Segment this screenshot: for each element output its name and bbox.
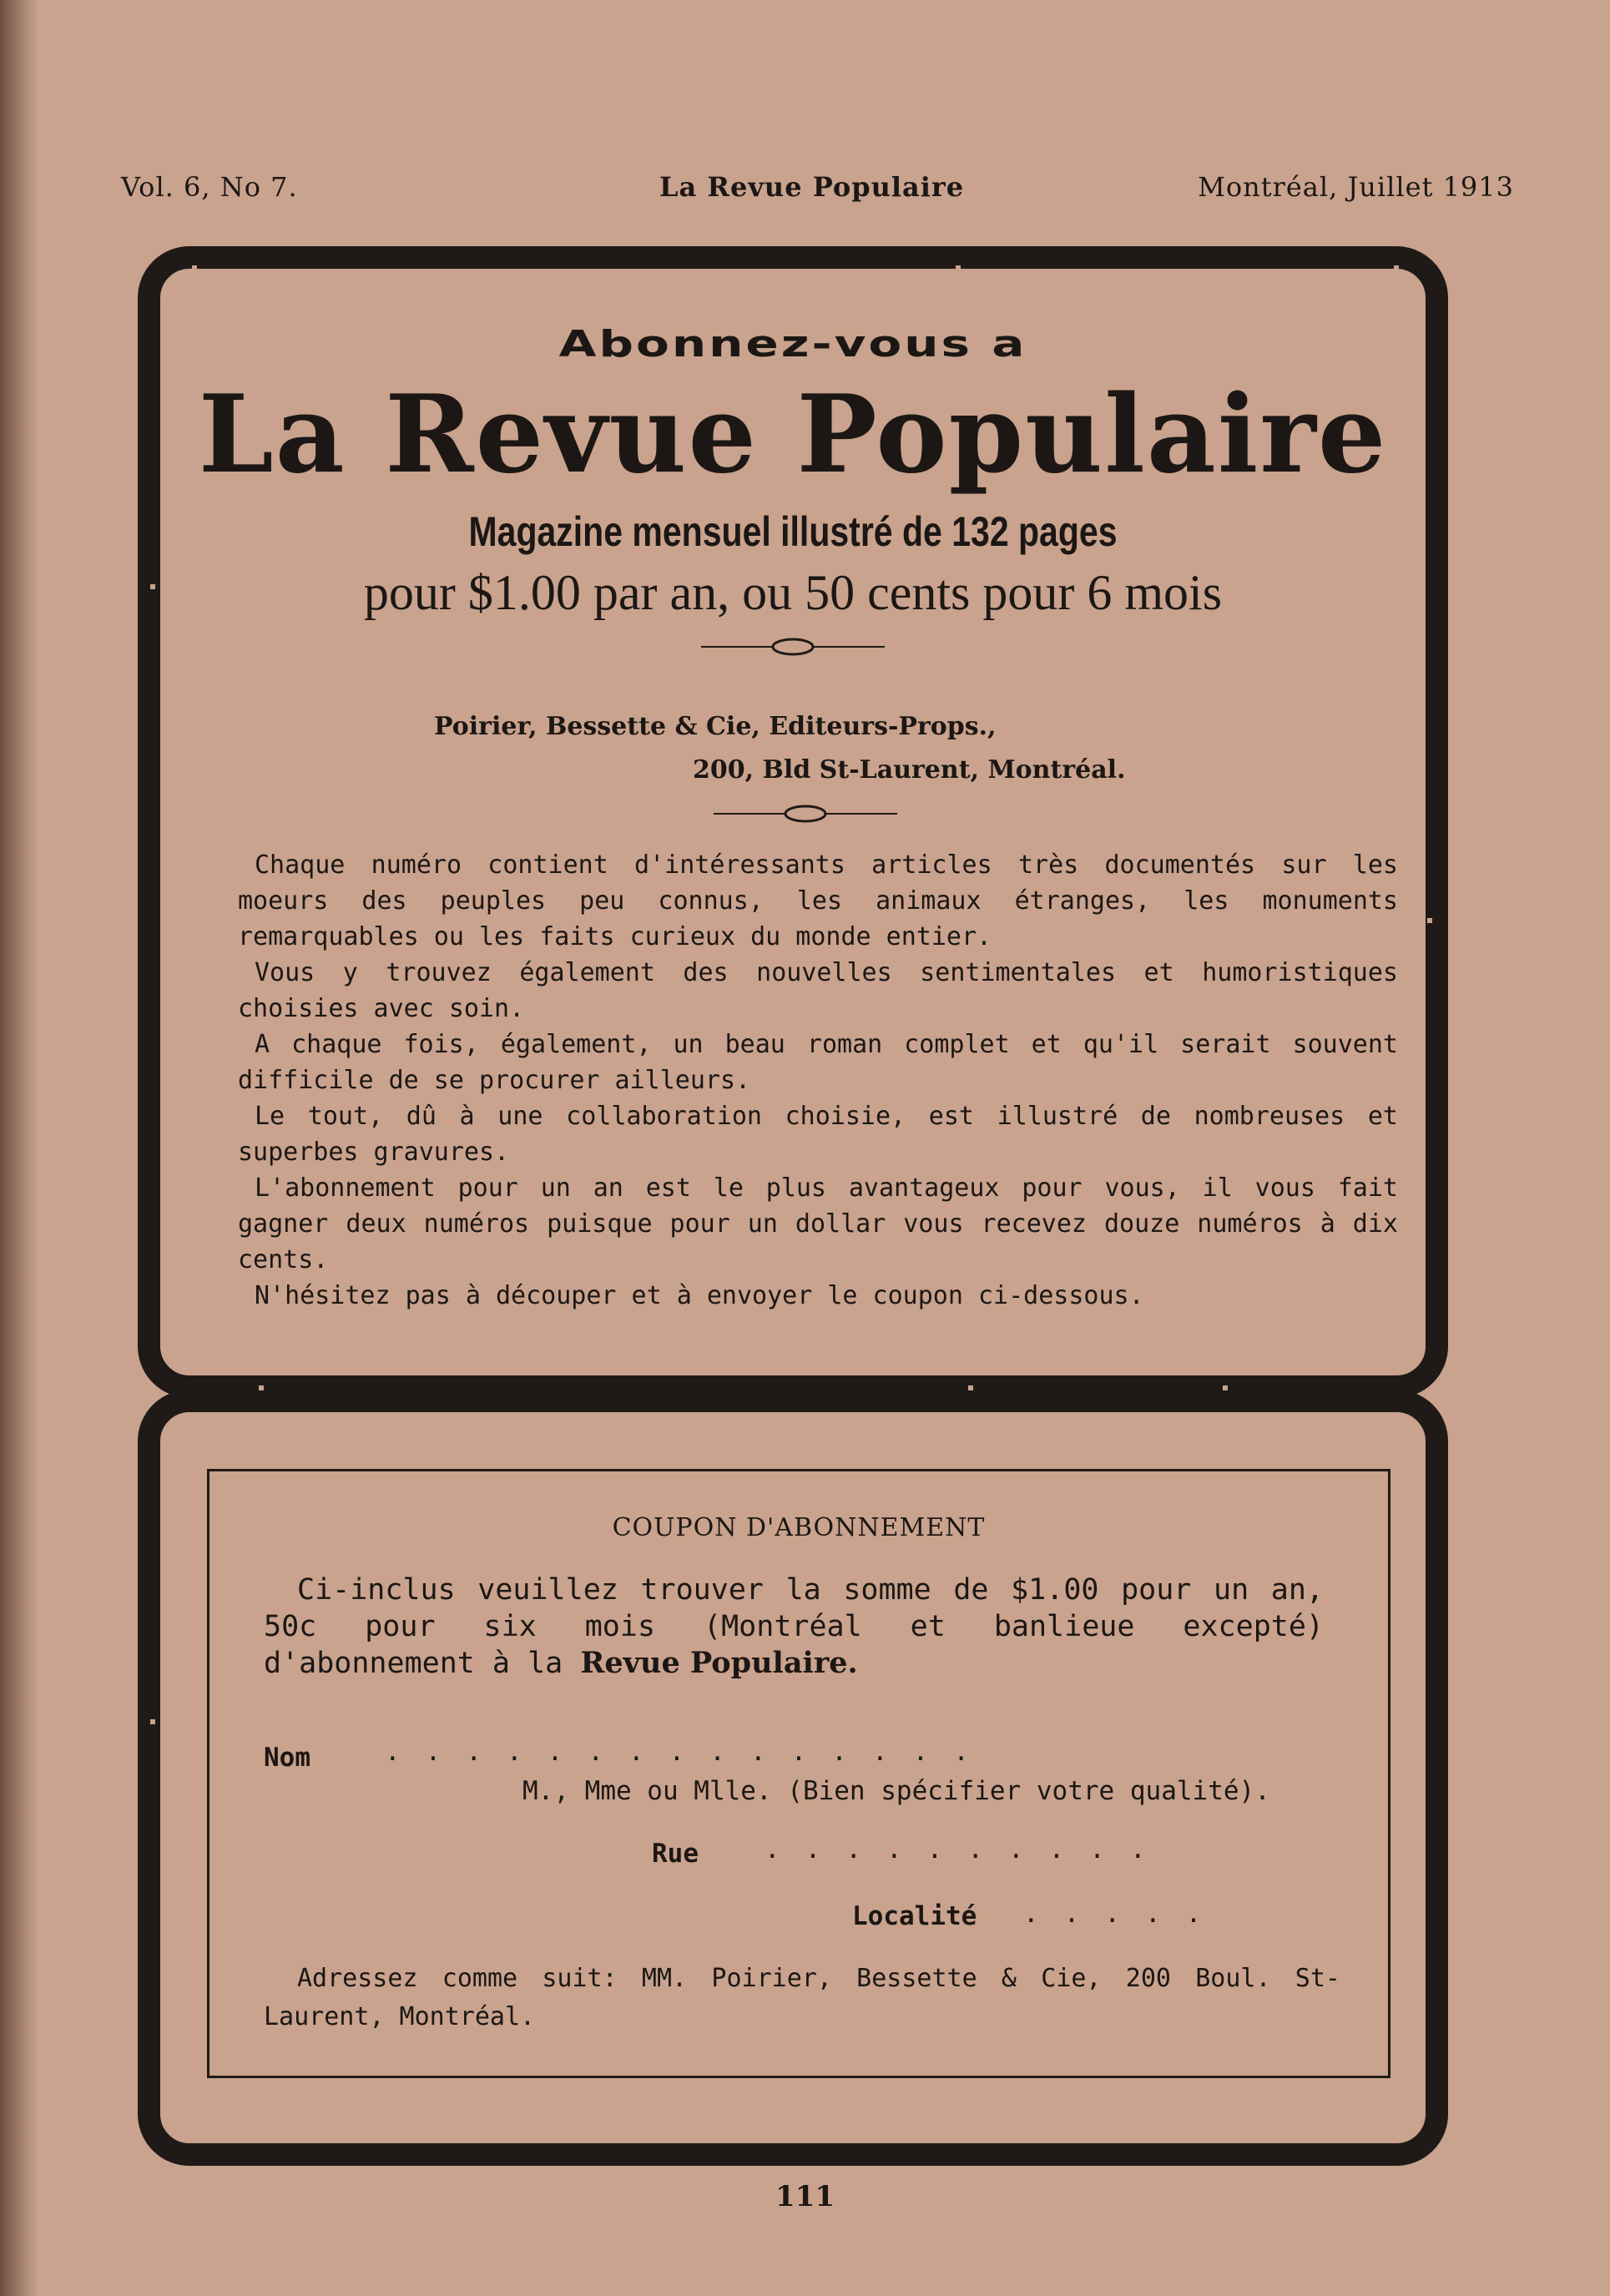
ad-body-text <box>238 847 1398 1314</box>
ad-paragraph: A chaque fois, également, un beau roman complet et qu'il serait souvent difficile de se procurer ailleurs. <box>238 1030 1398 1095</box>
coupon-text <box>264 1572 1324 1682</box>
publisher-address: 200, Bld St-Laurent, Montréal. <box>693 755 1126 785</box>
ornament-divider-icon <box>714 797 897 830</box>
localite-field[interactable]: ..... <box>1023 1899 1227 1929</box>
header-date: Montréal, Juillet 1913 <box>1198 171 1514 203</box>
page-number: 111 <box>775 2180 835 2213</box>
localite-label: Localité <box>852 1901 977 1931</box>
ad-magazine-line: Magazine mensuel illustré de 132 pages <box>468 508 1118 555</box>
coupon-address: Adressez comme suit: MM. Poirier, Bessette & Cie, 200 Boul. St-Laurent, Montréal. <box>264 1964 1340 2031</box>
nom-hint: M., Mme ou Mlle. (Bien spécifier votre qualité). <box>522 1776 1270 1806</box>
border-gap <box>150 1719 155 1724</box>
ad-title: La Revue Populaire <box>198 372 1388 497</box>
running-header <box>121 171 1514 221</box>
ad-paragraph: Vous y trouvez également des nouvelles sentimentales et humoristiques choisies avec soin. <box>238 958 1398 1023</box>
book-spine-shadow <box>0 0 38 2296</box>
nom-field[interactable]: ............... <box>385 1737 994 1767</box>
coupon-bold-title: Revue Populaire. <box>580 1646 858 1680</box>
subscription-ad <box>184 300 1402 664</box>
border-gap <box>1394 265 1399 270</box>
ornament-divider-icon <box>701 630 885 664</box>
ad-paragraph: Le tout, dû à une collaboration choisie, est illustré de nombreuses et superbes gravures. <box>238 1102 1398 1167</box>
coupon-body: Ci-inclus veuillez trouver la somme de $1.00 pour un an, 50c pour six mois (Montréal et banlieue excepté) d'abonnement à la <box>264 1573 1324 1680</box>
border-gap <box>150 584 155 589</box>
border-gap <box>968 1385 973 1390</box>
ad-paragraph: Chaque numéro contient d'intéressants articles très documentés sur les moeurs des peuples peu connus, les animaux étranges, les monuments remarquables ou les faits curieux du monde entier. <box>238 850 1398 951</box>
publisher-name: Poirier, Bessette & Cie, Editeurs-Props., <box>434 712 997 741</box>
border-gap <box>956 265 961 270</box>
ad-price-line: pour $1.00 par an, ou 50 cents pour 6 mois <box>363 565 1223 620</box>
ad-paragraph: L'abonnement pour un an est le plus avantageux pour vous, il vous fait gagner deux numéros puisque pour un dollar vous recevez douze numéros à dix cents. <box>238 1173 1398 1274</box>
rue-field[interactable]: .......... <box>765 1834 1171 1865</box>
header-volume: Vol. 6, No 7. <box>121 171 298 203</box>
border-gap <box>192 265 197 270</box>
border-gap <box>259 1385 264 1390</box>
ad-subscribe-heading: Abonnez-vous a <box>558 322 1027 366</box>
rue-label: Rue <box>652 1839 699 1869</box>
ad-paragraph: N'hésitez pas à découper et à envoyer le coupon ci-dessous. <box>255 1281 1144 1310</box>
publisher-block <box>434 705 1185 792</box>
subscription-coupon <box>207 1469 1390 2078</box>
border-gap <box>1223 1385 1228 1390</box>
border-gap <box>1427 918 1432 923</box>
coupon-title: COUPON D'ABONNEMENT <box>612 1513 986 1542</box>
header-title: La Revue Populaire <box>659 171 965 203</box>
nom-label: Nom <box>264 1743 310 1773</box>
